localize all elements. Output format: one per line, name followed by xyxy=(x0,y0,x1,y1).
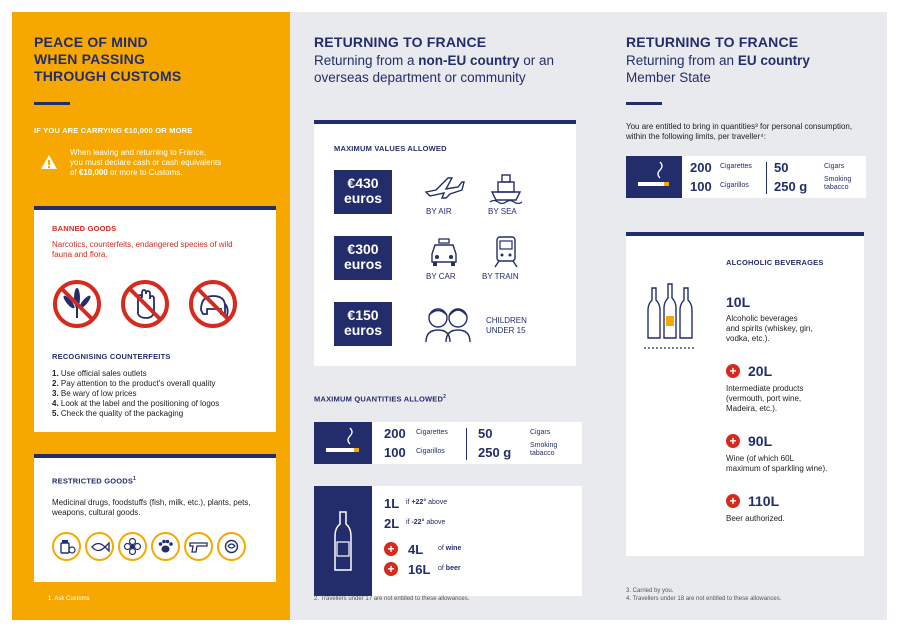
value-unit: euros xyxy=(343,190,383,206)
sub-part: Returning from an xyxy=(626,53,738,68)
plus-icon: + xyxy=(726,434,740,448)
middle-footnote: 2. Travellers under 17 are not entitled to these allowances. xyxy=(314,596,470,602)
restricted-icons xyxy=(52,532,272,562)
carry-line-1: When leaving and returning to France, xyxy=(70,148,207,157)
warning-icon xyxy=(40,154,58,170)
flower-icon xyxy=(118,532,147,561)
hand-icon xyxy=(121,280,169,328)
box-top-bar xyxy=(626,232,864,236)
right-title: RETURNING TO FRANCE xyxy=(626,34,799,50)
banned-goods-box xyxy=(34,206,276,432)
alc-pre: if xyxy=(406,499,412,506)
tob-label: Cigars xyxy=(530,429,551,436)
counterfeit-item xyxy=(52,409,274,419)
alc-num: 2L xyxy=(384,516,400,531)
tob-label: Cigarillos xyxy=(720,182,749,189)
tob-label: Cigars xyxy=(824,163,845,170)
middle-title: RETURNING TO FRANCE xyxy=(314,34,487,50)
sub-part: or an xyxy=(519,53,555,68)
paw-icon xyxy=(151,532,180,561)
left-footnote: 1. Ask Customs xyxy=(48,596,90,602)
cannabis-icon xyxy=(53,280,101,328)
item-num: 5. xyxy=(52,409,59,418)
alcohol-box xyxy=(626,232,864,556)
restricted-text: Medicinal drugs, foodstuffs (fish, milk, etc.), plants, pets, weapons, cultural goods. xyxy=(52,498,251,517)
value-unit: euros xyxy=(343,256,383,272)
title-rule xyxy=(626,102,662,105)
alc-text xyxy=(406,519,445,526)
alc-num: 10L xyxy=(726,294,751,310)
label-children: CHILDREN UNDER 15 xyxy=(486,316,527,335)
alc-text xyxy=(406,499,447,506)
tob-label: Cigarillos xyxy=(416,448,445,455)
carry-line-3 xyxy=(70,168,280,178)
counterfeit-item xyxy=(52,379,274,389)
plus-icon: + xyxy=(726,494,740,508)
middle-panel xyxy=(290,12,596,620)
alc-bold: wine xyxy=(445,545,462,552)
cigarette-icon xyxy=(626,156,682,198)
tob-num: 200 xyxy=(690,160,712,175)
sub-bold: non-EU country xyxy=(418,53,520,68)
cigarette-icon xyxy=(314,422,372,464)
plus-icon: + xyxy=(384,562,398,576)
label-by-car: BY CAR xyxy=(426,272,456,281)
alc-num: 4L xyxy=(408,542,424,557)
ship-icon xyxy=(488,170,524,204)
box-top-bar xyxy=(314,120,576,124)
tob-num: 250 g xyxy=(478,445,512,460)
item-text: Be wary of low prices xyxy=(60,389,137,398)
counterfeit-item xyxy=(52,399,274,409)
right-intro: You are entitled to bring in quantities³ for personal consumption, within the following limits, per traveller⁴: xyxy=(626,122,853,141)
value-unit: euros xyxy=(343,322,383,338)
elephant-icon xyxy=(189,280,237,328)
sub-part: Member State xyxy=(626,70,711,85)
alc-text: Intermediate products (vermouth, port wine, Madeira, etc.). xyxy=(726,384,804,413)
item-num: 1. xyxy=(52,369,59,378)
value-badge xyxy=(334,302,392,346)
alc-pre: of xyxy=(438,565,446,572)
title-rule xyxy=(34,102,70,105)
carry-heading: IF YOU ARE CARRYING €10,000 OR MORE xyxy=(34,126,193,135)
left-title: PEACE OF MIND WHEN PASSING THROUGH CUSTOMS xyxy=(34,34,182,84)
carry-line-3a: of xyxy=(70,168,79,177)
restricted-goods-box xyxy=(34,454,276,582)
banned-heading: BANNED GOODS xyxy=(52,224,117,233)
value-amount: €300 xyxy=(347,241,379,257)
carry-text xyxy=(70,148,280,178)
sub-part: Returning from a xyxy=(314,53,419,68)
max-qty-heading-text: MAXIMUM QUANTITIES ALLOWED xyxy=(314,394,444,404)
max-qty-sup: 2 xyxy=(443,394,447,400)
counterfeits-heading: RECOGNISING COUNTERFEITS xyxy=(52,352,171,361)
item-text: Look at the label and the positioning of logos xyxy=(60,399,220,408)
divider xyxy=(766,162,767,194)
right-panel xyxy=(596,12,887,620)
item-text: Check the quality of the packaging xyxy=(60,409,184,418)
tob-num: 200 xyxy=(384,426,406,441)
tob-num: 100 xyxy=(384,445,406,460)
value-amount: €150 xyxy=(347,307,379,323)
tob-num: 250 g xyxy=(774,179,808,194)
alc-bold: +22° xyxy=(411,499,427,506)
bottles-icon xyxy=(642,282,698,352)
restricted-sup: 1 xyxy=(133,476,137,482)
alc-num: 90L xyxy=(748,433,773,449)
children-icon xyxy=(420,302,476,344)
alc-text xyxy=(438,565,461,572)
tob-label: Smoking tabacco xyxy=(530,442,558,457)
counterfeit-item xyxy=(52,389,274,399)
plus-icon: + xyxy=(384,542,398,556)
tob-label: Cigarettes xyxy=(720,163,752,170)
alc-bold: -22° xyxy=(411,519,425,526)
left-panel xyxy=(12,12,290,620)
counterfeits-list xyxy=(52,369,274,419)
bottle-icon xyxy=(314,486,372,596)
sub-bold: EU country xyxy=(737,53,810,68)
item-text: Use official sales outlets xyxy=(60,369,147,378)
tob-label: Smoking tabacco xyxy=(824,176,852,191)
alc-post: above xyxy=(426,499,448,506)
train-icon xyxy=(490,234,522,270)
value-badge xyxy=(334,170,392,214)
right-subtitle xyxy=(626,52,876,86)
tob-label: Cigarettes xyxy=(416,429,448,436)
alc-num: 16L xyxy=(408,562,431,577)
gun-icon xyxy=(184,532,213,561)
counterfeit-item xyxy=(52,369,274,379)
right-footnote-2: 4. Travellers under 18 are not entitled to these allowances. xyxy=(626,596,782,602)
plus-icon: + xyxy=(726,364,740,378)
tobacco-panel xyxy=(682,156,866,198)
tob-num: 50 xyxy=(478,426,493,441)
carry-amount: €10,000 xyxy=(78,168,108,177)
alc-text: Alcoholic beverages and spirits (whiskey, gin, vodka, etc.). xyxy=(726,314,813,343)
alc-num: 1L xyxy=(384,496,400,511)
alc-pre: if xyxy=(406,519,412,526)
middle-subtitle xyxy=(314,52,589,86)
sub-part: overseas department or community xyxy=(314,70,526,85)
item-num: 3. xyxy=(52,389,59,398)
alc-post: above xyxy=(424,519,446,526)
restricted-heading xyxy=(52,476,136,486)
carry-line-2: you must declare cash or cash equivalents xyxy=(70,158,222,167)
max-values-heading: MAXIMUM VALUES ALLOWED xyxy=(334,144,447,153)
box-top-bar xyxy=(34,454,276,458)
tob-num: 100 xyxy=(690,179,712,194)
box-top-bar xyxy=(34,206,276,210)
tobacco-panel xyxy=(372,422,582,464)
alc-text: Beer authorized. xyxy=(726,514,785,523)
tob-num: 50 xyxy=(774,160,789,175)
label-by-sea: BY SEA xyxy=(488,207,517,216)
value-amount: €430 xyxy=(347,175,379,191)
carry-line-3c: or more to Customs. xyxy=(107,168,183,177)
item-text: Pay attention to the product's overall quality xyxy=(60,379,216,388)
label-by-train: BY TRAIN xyxy=(482,272,519,281)
taxi-icon xyxy=(426,236,462,268)
max-values-box xyxy=(314,120,576,366)
item-num: 2. xyxy=(52,379,59,388)
medicine-icon xyxy=(52,532,81,561)
alc-num: 110L xyxy=(748,493,780,509)
item-num: 4. xyxy=(52,399,59,408)
alcohol-panel xyxy=(372,486,582,596)
value-badge xyxy=(334,236,392,280)
alc-text xyxy=(438,545,461,552)
plane-icon xyxy=(422,172,466,202)
restricted-heading-text: RESTRICTED GOODS xyxy=(52,476,134,486)
divider xyxy=(466,428,467,460)
alc-pre: of xyxy=(438,545,446,552)
alc-text: Wine (of which 60L maximum of sparkling wine). xyxy=(726,454,828,473)
banned-text: Narcotics, counterfeits, endangered species of wild fauna and flora. xyxy=(52,240,233,259)
fish-icon xyxy=(85,532,114,561)
alc-heading: ALCOHOLIC BEVERAGES xyxy=(726,258,824,267)
alc-bold: beer xyxy=(445,565,461,572)
max-qty-heading xyxy=(314,394,446,404)
alc-num: 20L xyxy=(748,363,773,379)
label-by-air: BY AIR xyxy=(426,207,452,216)
artifact-icon xyxy=(217,532,246,561)
right-footnote-1: 3. Carried by you. xyxy=(626,588,674,594)
